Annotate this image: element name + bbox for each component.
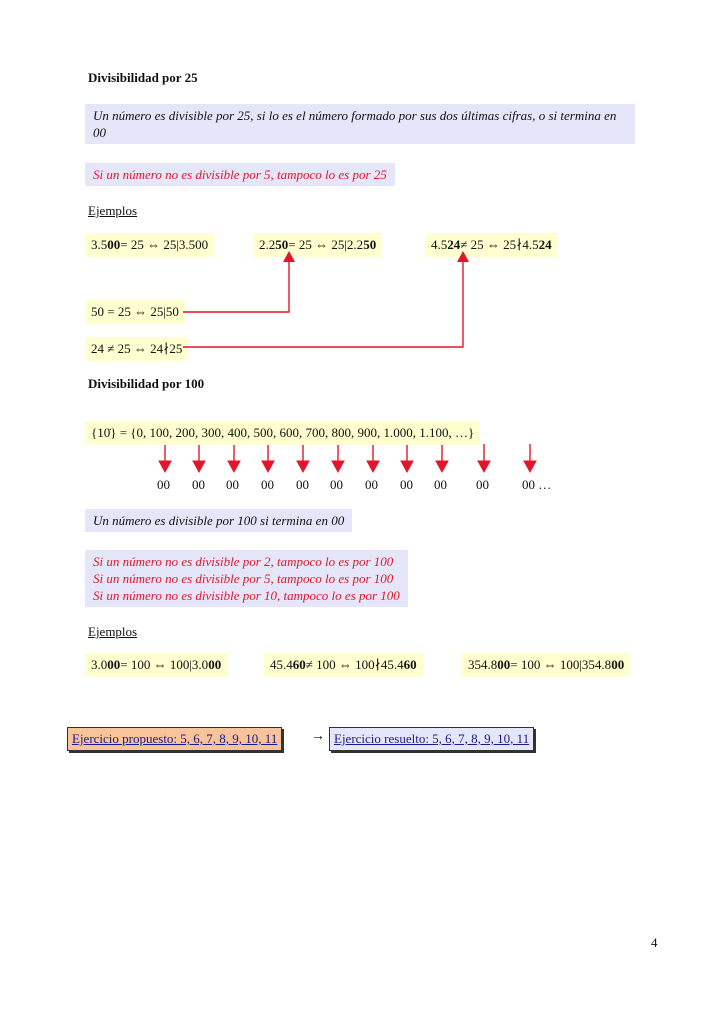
arrow-right-icon: → bbox=[311, 729, 325, 744]
zeros-item: 00 bbox=[400, 477, 413, 492]
down-arrow bbox=[367, 444, 379, 472]
connector-arrow-24 bbox=[183, 251, 469, 347]
section-25-title: Divisibilidad por 25 bbox=[88, 70, 198, 85]
ex25-2-rest: = 25 ⇔ 25|2.2 bbox=[288, 237, 364, 252]
ex100-3-digits: 00 bbox=[497, 657, 511, 672]
down-arrow bbox=[193, 444, 205, 472]
ex100-3-prefix: 354.8 bbox=[468, 657, 498, 672]
down-arrow bbox=[524, 444, 536, 472]
ex25-2-prefix: 2.2 bbox=[259, 237, 276, 252]
rule-100-box: Un número es divisible por 100 si termina en 00 bbox=[85, 509, 352, 532]
example-100-2 bbox=[264, 653, 423, 677]
down-arrow bbox=[262, 444, 274, 472]
notes-100-box bbox=[85, 550, 408, 607]
zeros-item: 00 bbox=[365, 477, 378, 492]
ex25-3-tail: 24 bbox=[538, 237, 552, 252]
solved-exercise-link[interactable]: Ejercicio resuelto: 5, 6, 7, 8, 9, 10, 11 bbox=[329, 727, 534, 751]
ex100-1-prefix: 3.0 bbox=[91, 657, 108, 672]
zeros-item: 00 bbox=[434, 477, 447, 492]
zeros-item: 00 bbox=[330, 477, 343, 492]
zeros-item: 00 bbox=[261, 477, 274, 492]
ex25-1-rest: = 25 ⇔ 25|3.500 bbox=[120, 237, 209, 252]
example-100-3 bbox=[462, 653, 630, 677]
note-100-line: Si un número no es divisible por 2, tampoco lo es por 100 bbox=[93, 554, 394, 569]
down-arrow bbox=[478, 444, 490, 472]
zeros-item: 00 … bbox=[522, 477, 552, 492]
ex100-1-digits: 00 bbox=[107, 657, 121, 672]
note-100-line: Si un número no es divisible por 10, tampoco lo es por 100 bbox=[93, 588, 400, 603]
ex100-2-digits: 60 bbox=[292, 657, 306, 672]
ex25-1-prefix: 3.5 bbox=[91, 237, 108, 252]
ex25-1-digits: 00 bbox=[107, 237, 121, 252]
down-arrow bbox=[332, 444, 344, 472]
ex25-2-tail: 50 bbox=[363, 237, 377, 252]
example-100-1 bbox=[85, 653, 227, 677]
down-arrow bbox=[228, 444, 240, 472]
zero-down-arrows bbox=[159, 444, 536, 472]
section-100-title: Divisibilidad por 100 bbox=[88, 376, 205, 391]
connector-arrow-50 bbox=[183, 251, 295, 312]
ex100-3-rest: = 100 ⇔ 100|354.8 bbox=[510, 657, 612, 672]
note-100-line: Si un número no es divisible por 5, tampoco lo es por 100 bbox=[93, 571, 394, 586]
down-arrow bbox=[297, 444, 309, 472]
aux-25-2: 24 ≠ 25 ⇔ 24∤25 bbox=[85, 337, 188, 361]
ex100-2-rest: ≠ 100 ⇔ 100∤45.4 bbox=[305, 657, 404, 672]
ex25-3-rest: ≠ 25 ⇔ 25∤4.5 bbox=[460, 237, 539, 252]
page-number: 4 bbox=[651, 935, 658, 950]
examples-25-label: Ejemplos bbox=[88, 203, 138, 218]
down-arrow bbox=[436, 444, 448, 472]
ex100-2-tail: 60 bbox=[403, 657, 417, 672]
examples-100-label: Ejemplos bbox=[88, 624, 138, 639]
proposed-exercise-link[interactable]: Ejercicio propuesto: 5, 6, 7, 8, 9, 10, 11 bbox=[67, 727, 282, 751]
down-arrow bbox=[401, 444, 413, 472]
zeros-item: 00 bbox=[476, 477, 489, 492]
zeros-item: 00 bbox=[157, 477, 170, 492]
multiples-set: {10̇} = {0, 100, 200, 300, 400, 500, 600, 700, 800, 900, 1.000, 1.100, …} bbox=[85, 421, 480, 445]
ex25-2-digits: 50 bbox=[275, 237, 289, 252]
ex25-3-digits: 24 bbox=[447, 237, 461, 252]
down-arrow bbox=[159, 444, 171, 472]
ex100-1-rest: = 100 ⇔ 100|3.0 bbox=[120, 657, 209, 672]
aux-25-1: 50 = 25 ⇔ 25|50 bbox=[85, 300, 185, 324]
zeros-item: 00 bbox=[226, 477, 239, 492]
ex25-3-prefix: 4.5 bbox=[431, 237, 448, 252]
ex100-2-prefix: 45.4 bbox=[270, 657, 293, 672]
ex100-1-tail: 00 bbox=[208, 657, 222, 672]
zeros-item: 00 bbox=[296, 477, 309, 492]
note-25-box: Si un número no es divisible por 5, tampoco lo es por 25 bbox=[85, 163, 395, 186]
zeros-item: 00 bbox=[192, 477, 205, 492]
rule-25-box: Un número es divisible por 25, si lo es el número formado por sus dos últimas cifras, o si termina en 00 bbox=[85, 104, 635, 144]
ex100-3-tail: 00 bbox=[611, 657, 625, 672]
